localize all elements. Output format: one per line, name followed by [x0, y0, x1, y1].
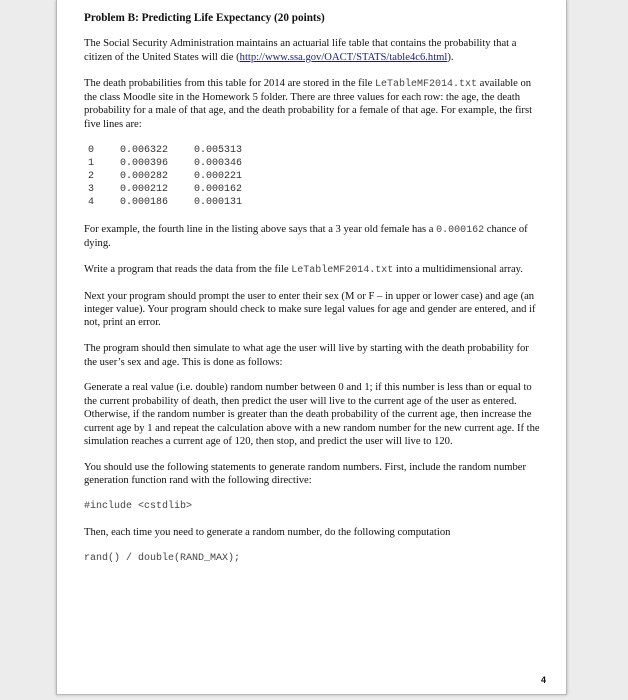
paragraph-simulate: The program should then simulate to what age the user will live by starting with the death probability for the user’s sex and age. This is done as follows: — [84, 343, 529, 368]
paragraph-data-file — [84, 77, 544, 132]
table-row — [88, 196, 242, 209]
age-cell: 0 — [88, 144, 95, 156]
example-value-code: 0.000162 — [436, 224, 485, 236]
table-row — [88, 183, 242, 196]
intro-text-end: ). — [447, 51, 454, 63]
table-row — [88, 144, 242, 157]
paragraph-intro — [84, 37, 544, 64]
paragraph-algorithm: Generate a real value (i.e. double) random number between 0 and 1; if this number is less than or equal to the current probability of death, then predict the user will live to the current age of the user as entered. Otherwise, if the random number is greater than the death probability of the current age, then increase the current age by 1 and repeat the calculation above with a new random number for the new current age. If the simulation reaches a current age of 120, then stop, and predict the user will live to 120. — [84, 382, 540, 448]
data-file-text-a: The death probabilities from this table for 2014 are stored in the file — [84, 77, 375, 89]
paragraph-computation: Then, each time you need to generate a random number, do the following computation — [84, 526, 451, 538]
male-probability-cell: 0.000396 — [120, 157, 169, 169]
female-probability-cell: 0.000162 — [194, 184, 243, 196]
filename-code-2: LeTableMF2014.txt — [291, 264, 394, 276]
read-file-text-b: into a multidimensional array. — [393, 263, 523, 275]
table-row — [88, 170, 242, 183]
table-row — [88, 157, 242, 170]
example-text-a: For example, the fourth line in the listing above says that a 3 year old female has a — [84, 223, 437, 235]
ssa-link[interactable]: http://www.ssa.gov/OACT/STATS/table4c6.html — [239, 51, 448, 63]
paragraph-read-file — [84, 263, 544, 277]
male-probability-cell: 0.000212 — [120, 184, 169, 196]
age-cell: 2 — [88, 171, 95, 183]
example-text-b: chance of dying. — [84, 223, 528, 250]
page-number: 4 — [540, 675, 546, 685]
age-cell: 1 — [88, 157, 95, 169]
paragraph-prompt: Next your program should prompt the user to enter their sex (M or F – in upper or lower case) and age (an integer value). Your program should check to make sure legal values for age and gender are entered, and if not, print an error. — [84, 290, 536, 329]
page-content — [84, 12, 544, 577]
filename-code: LeTableMF2014.txt — [374, 78, 477, 90]
male-probability-cell: 0.000186 — [120, 197, 169, 209]
female-probability-cell: 0.000131 — [194, 197, 243, 209]
age-cell: 3 — [88, 184, 95, 196]
intro-text: The Social Security Administration maintains an actuarial life table that contains the probability that a citizen of the United States will die ( — [84, 38, 517, 63]
rand-computation-code: rand() / double(RAND_MAX); — [84, 552, 241, 564]
age-cell: 4 — [88, 197, 95, 209]
male-probability-cell: 0.000282 — [120, 171, 169, 183]
female-probability-cell: 0.000221 — [194, 171, 243, 183]
paragraph-example — [84, 223, 544, 251]
sample-data-table — [88, 144, 242, 210]
female-probability-cell: 0.000346 — [194, 157, 243, 169]
female-probability-cell: 0.005313 — [194, 144, 243, 156]
problem-title: Problem B: Predicting Life Expectancy (20 points) — [84, 12, 325, 24]
read-file-text-a: Write a program that reads the data from the file — [84, 263, 292, 275]
paragraph-random: You should use the following statements to generate random numbers. First, include the random number generation function rand with the following directive: — [84, 461, 527, 487]
include-directive-code: #include <cstdlib> — [84, 501, 193, 513]
document-page — [56, 0, 567, 695]
male-probability-cell: 0.006322 — [120, 144, 169, 156]
data-file-text-b: available on the class Moodle site in the Homework 5 folder. There are three values for each row: the age, the death probability for a male of that age, and the death probability for a female of that age. For example, the first five lines are: — [84, 77, 533, 130]
